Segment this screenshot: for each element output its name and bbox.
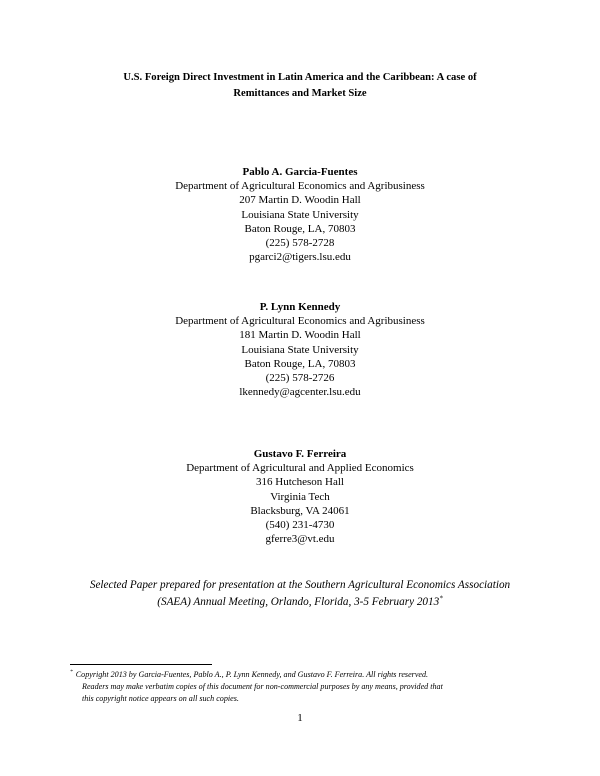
copyright-footnote [70, 669, 540, 705]
author-block-garcia-fuentes [0, 165, 600, 264]
author-phone: (540) 231-4730 [265, 519, 335, 532]
author-name: Pablo A. Garcia-Fuentes [242, 166, 358, 178]
title-line-2: Remittances and Market Size [233, 88, 367, 99]
author-street: 207 Martin D. Woodin Hall [239, 194, 361, 207]
author-email: pgarci2@tigers.lsu.edu [249, 251, 351, 264]
author-email: lkennedy@agcenter.lsu.edu [239, 386, 361, 399]
footnote-reference-mark: * [439, 594, 443, 603]
author-street: 316 Hutcheson Hall [256, 476, 344, 489]
author-name: Gustavo F. Ferreira [253, 448, 347, 460]
author-department: Department of Agricultural Economics and Agribusiness [175, 180, 425, 193]
footnote-line-1 [70, 669, 540, 681]
author-city: Baton Rouge, LA, 70803 [244, 357, 356, 370]
presentation-line-2 [40, 594, 560, 611]
author-city: Baton Rouge, LA, 70803 [244, 222, 356, 235]
footnote-line-1-text: Copyright 2013 by Garcia-Fuentes, Pablo A., P. Lynn Kennedy, and Gustavo F. Ferreira. All rights reserved. [75, 670, 429, 679]
author-name: P. Lynn Kennedy [259, 301, 341, 313]
author-institution: Louisiana State University [241, 208, 359, 221]
footnote-line-2: Readers may make verbatim copies of this document for non-commercial purposes by any means, provided that [82, 682, 443, 691]
footnote-mark: * [70, 669, 73, 676]
author-block-kennedy [0, 300, 600, 399]
paper-title [70, 70, 530, 102]
author-email: gferre3@vt.edu [265, 533, 335, 546]
title-line-1: U.S. Foreign Direct Investment in Latin America and the Caribbean: A case of [123, 72, 477, 83]
footnote-separator [70, 664, 212, 665]
author-department: Department of Agricultural Economics and Agribusiness [175, 315, 425, 328]
author-block-ferreira [0, 447, 600, 546]
page-number: 1 [297, 712, 303, 724]
author-city: Blacksburg, VA 24061 [250, 504, 350, 517]
author-phone: (225) 578-2726 [265, 372, 335, 385]
author-institution: Louisiana State University [241, 343, 359, 356]
author-department: Department of Agricultural and Applied Economics [186, 462, 414, 475]
presentation-line-1: Selected Paper prepared for presentation at the Southern Agricultural Economics Association [89, 579, 511, 591]
author-institution: Virginia Tech [270, 490, 330, 503]
author-street: 181 Martin D. Woodin Hall [239, 329, 361, 342]
presentation-note [40, 577, 560, 611]
presentation-line-2-text: (SAEA) Annual Meeting, Orlando, Florida, 3-5 February 2013 [157, 596, 440, 608]
footnote-line-3: this copyright notice appears on all such copies. [82, 694, 239, 703]
author-phone: (225) 578-2728 [265, 237, 335, 250]
